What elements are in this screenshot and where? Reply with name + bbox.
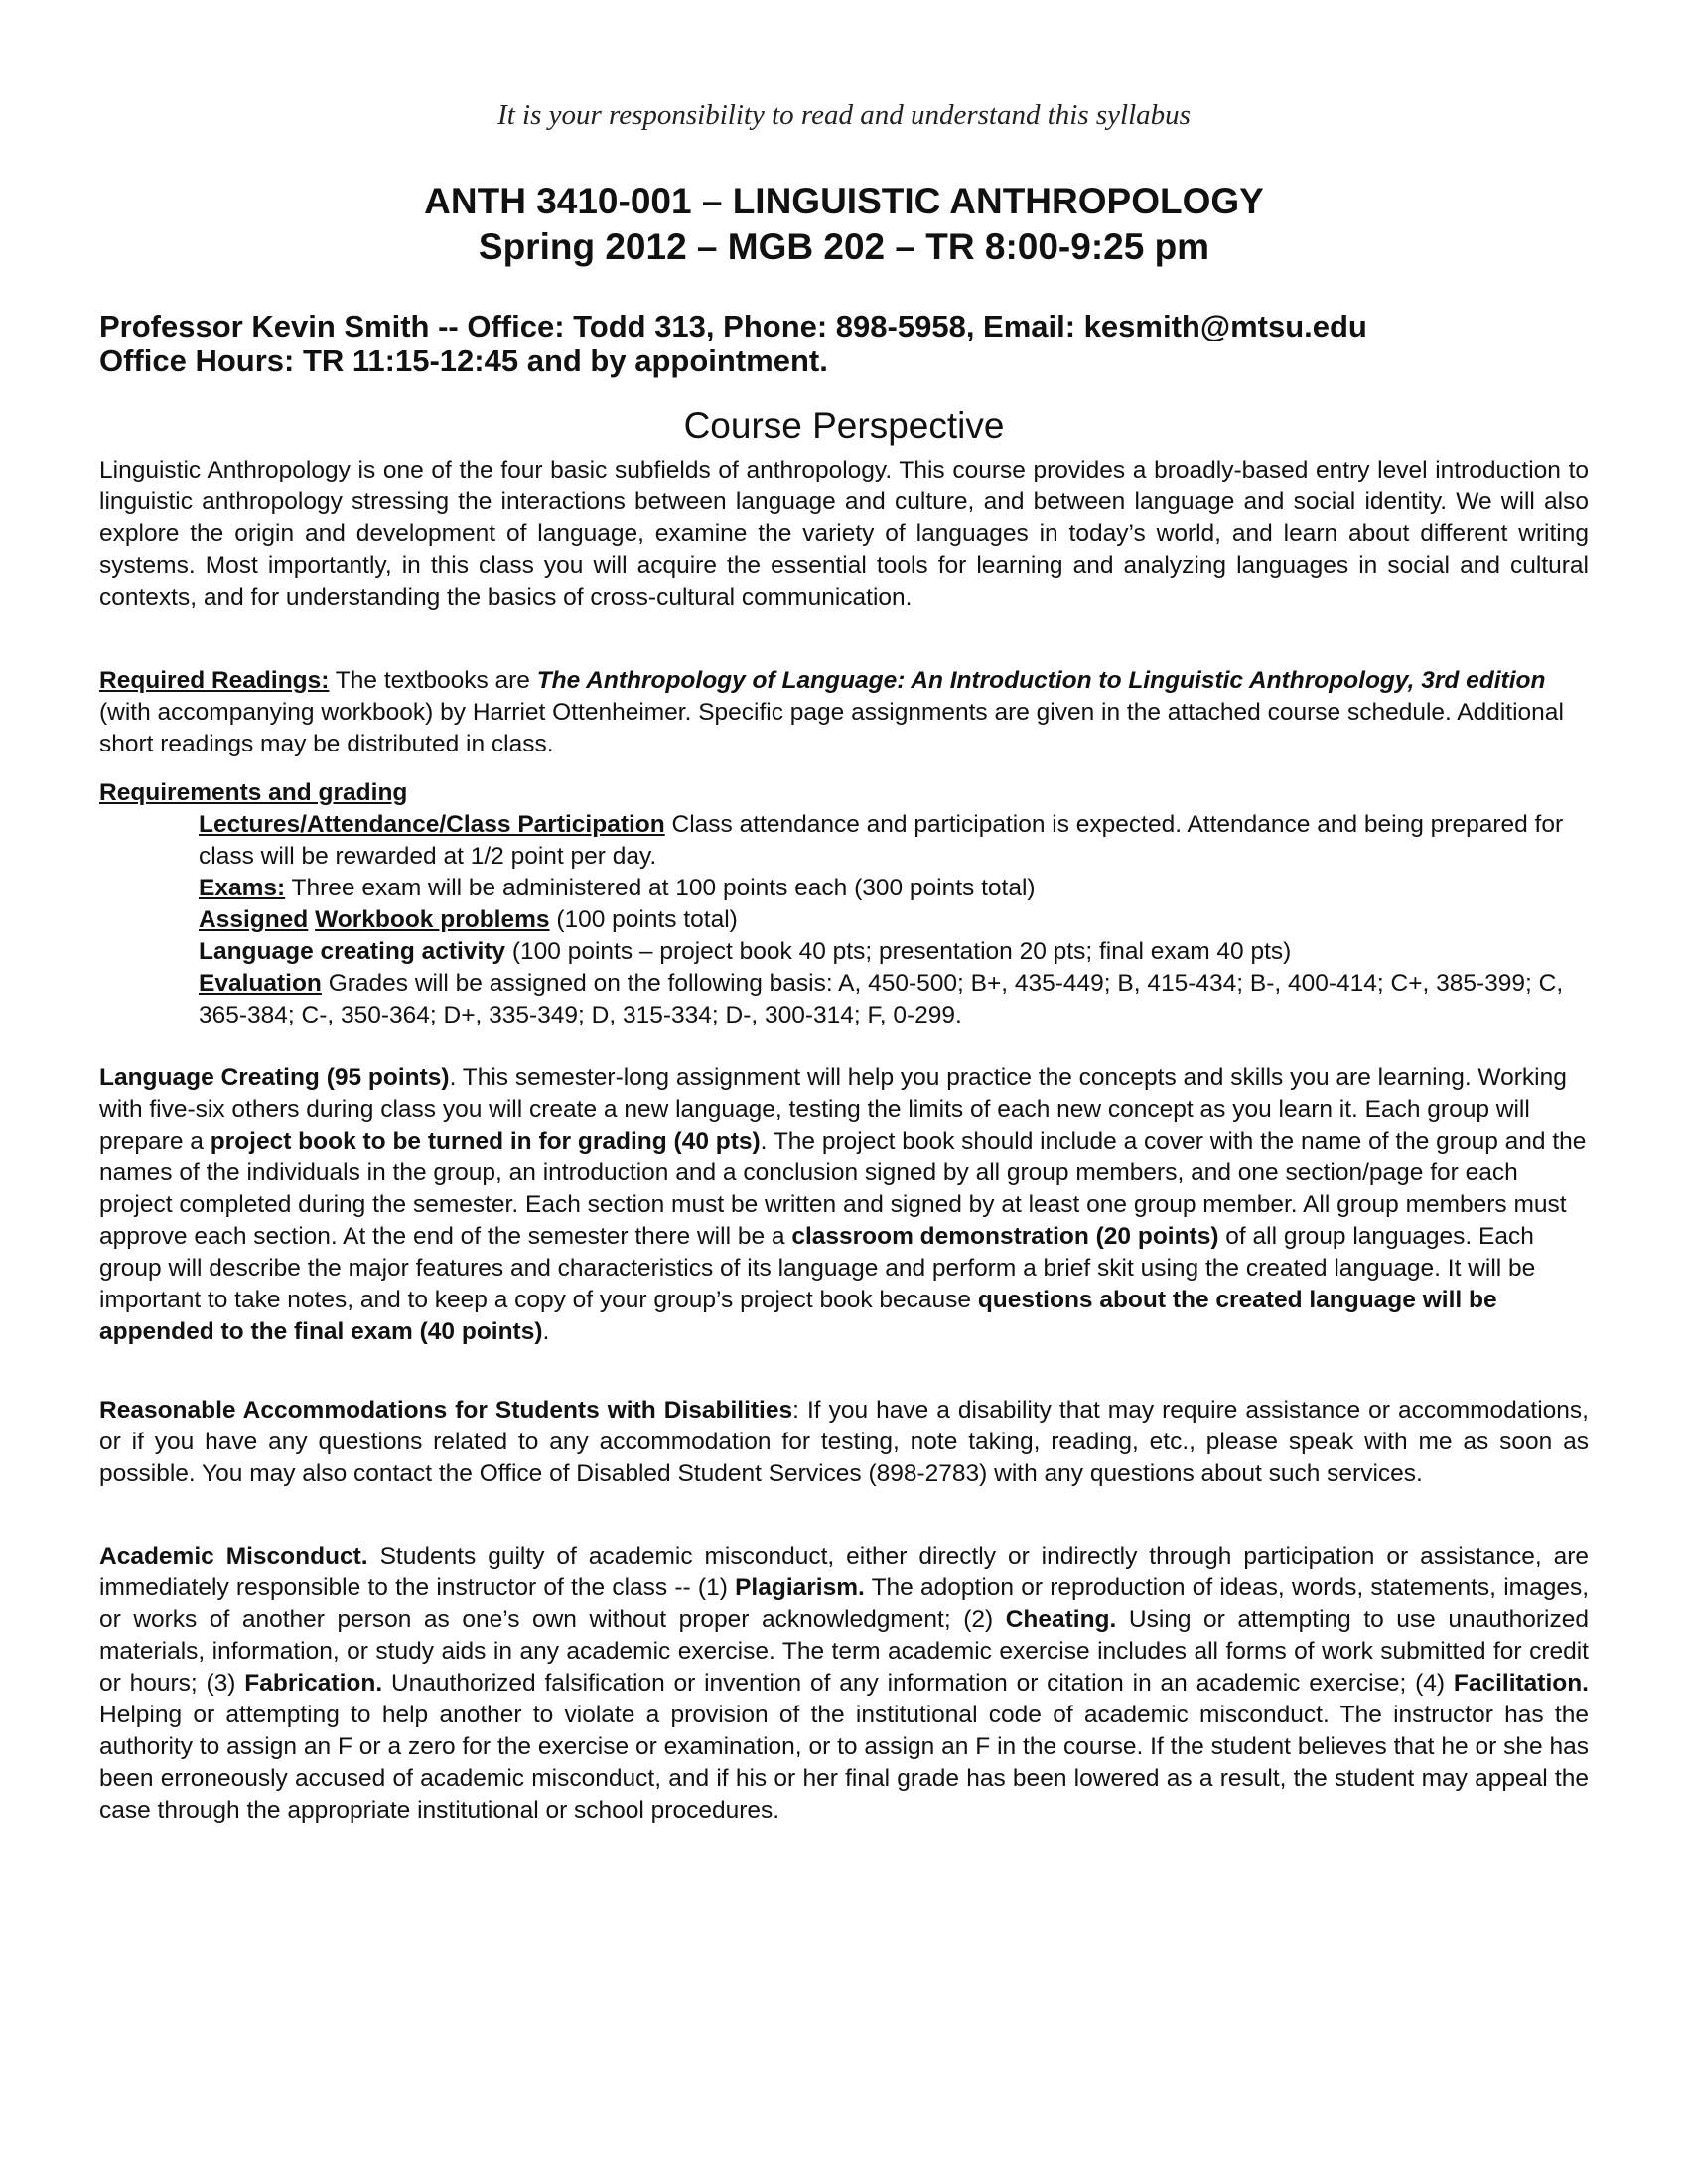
office-hours: Office Hours: TR 11:15-12:45 and by appointment. — [99, 343, 828, 378]
course-subtitle: Spring 2012 – MGB 202 – TR 8:00-9:25 pm — [478, 226, 1210, 267]
requirement-lectures: Lectures/Attendance/Class Participation Class attendance and participation is expected. Attendance and being prepared for class will be rewarded at 1/2 point per day. — [199, 811, 1564, 870]
section-heading-course-perspective: Course Perspective — [683, 405, 1005, 446]
requirement-exams: Exams: Three exam will be administered at 100 points each (300 points total) — [199, 875, 1036, 901]
course-title-block — [0, 179, 1688, 270]
required-readings-paragraph: Required Readings: The textbooks are The Anthropology of Language: An Introduction to Linguistic Anthropology, 3rd edition (with accompanying workbook) by Harriet Ottenheimer. Specific page assignments are given in the attached course schedule. Additional short readings may be distributed in class. — [99, 667, 1564, 757]
accommodations-paragraph: Reasonable Accommodations for Students with Disabilities: If you have a disability that may require assistance or accommodations, or if you have any questions related to any accommodation for testing, note taking, reading, etc., please speak with me as soon as possible. You may also contact the Office of Disabled Student Services (898-2783) with any questions about such services. — [99, 1397, 1589, 1487]
tagline: It is your responsibility to read and understand this syllabus — [497, 99, 1191, 131]
language-creating-paragraph: Language Creating (95 points). This semester-long assignment will help you practice the concepts and skills you are learning. Working with five-six others during class you will create a new language, testing the limits of each new concept as you learn it. Each group will prepare a project book to be turned in for grading (40 pts). The project book should include a cover with the name of the group and the names of the individuals in the group, an introduction and a conclusion signed by all group members, and one section/page for each project completed during the semester. Each section must be written and signed by at least one group member. All group members must approve each section. At the end of the semester there will be a classroom demonstration (20 points) of all group languages. Each group will describe the major features and characteristics of its language and perform a brief skit using the created language. It will be important to take notes, and to keep a copy of your group’s project book because questions about the created language will be appended to the final exam (40 points). — [99, 1064, 1587, 1345]
course-title: ANTH 3410-001 – LINGUISTIC ANTHROPOLOGY — [424, 181, 1264, 221]
requirements-heading: Requirements and grading — [99, 779, 408, 806]
academic-misconduct-paragraph: Academic Misconduct. Students guilty of academic misconduct, either directly or indirectly through participation or assistance, are immediately responsible to the instructor of the class -- (1) Plagiarism. The adoption or reproduction of ideas, words, statements, images, or works of another person as one’s own without proper acknowledgment; (2) Cheating. Using or attempting to use unauthorized materials, information, or study aids in any academic exercise. The term academic exercise includes all forms of work submitted for credit or hours; (3) Fabrication. Unauthorized falsification or invention of any information or citation in an academic exercise; (4) Facilitation. Helping or attempting to help another to violate a provision of the institutional code of academic misconduct. The instructor has the authority to assign an F or a zero for the exercise or examination, or to assign an F in the course. If the student believes that he or she has been erroneously accused of academic misconduct, and if his or her final grade has been lowered as a result, the student may appeal the case through the appropriate institutional or school procedures. — [99, 1543, 1589, 1824]
course-perspective-paragraph: Linguistic Anthropology is one of the four basic subfields of anthropology. This course provides a broadly-based entry level introduction to linguistic anthropology stressing the interactions between language and culture, and between language and social identity. We will also explore the origin and development of language, examine the variety of languages in today’s world, and learn about different writing systems. Most importantly, in this class you will acquire the essential tools for learning and analyzing languages in social and cultural contexts, and for understanding the basics of cross-cultural communication. — [99, 457, 1589, 611]
requirements-list — [199, 809, 1569, 1031]
required-readings-label: Required Readings: — [99, 667, 330, 694]
requirement-evaluation: Evaluation Grades will be assigned on the following basis: A, 450-500; B+, 435-449; B, 415-434; B-, 400-414; C+, 385-399; C, 365-384; C-, 350-364; D+, 335-349; D, 315-334; D-, 300-314; F, 0-299. — [199, 970, 1564, 1028]
requirement-language-activity: Language creating activity (100 points – project book 40 pts; presentation 20 pts; final exam 40 pts) — [199, 938, 1292, 965]
textbook-title: The Anthropology of Language: An Introduction to Linguistic Anthropology, 3rd edition — [536, 667, 1546, 694]
professor-info — [99, 309, 1589, 378]
professor-line: Professor Kevin Smith -- Office: Todd 313, Phone: 898-5958, Email: kesmith@mtsu.edu — [99, 309, 1367, 343]
requirement-workbook: Assigned Workbook problems (100 points total) — [199, 906, 738, 933]
